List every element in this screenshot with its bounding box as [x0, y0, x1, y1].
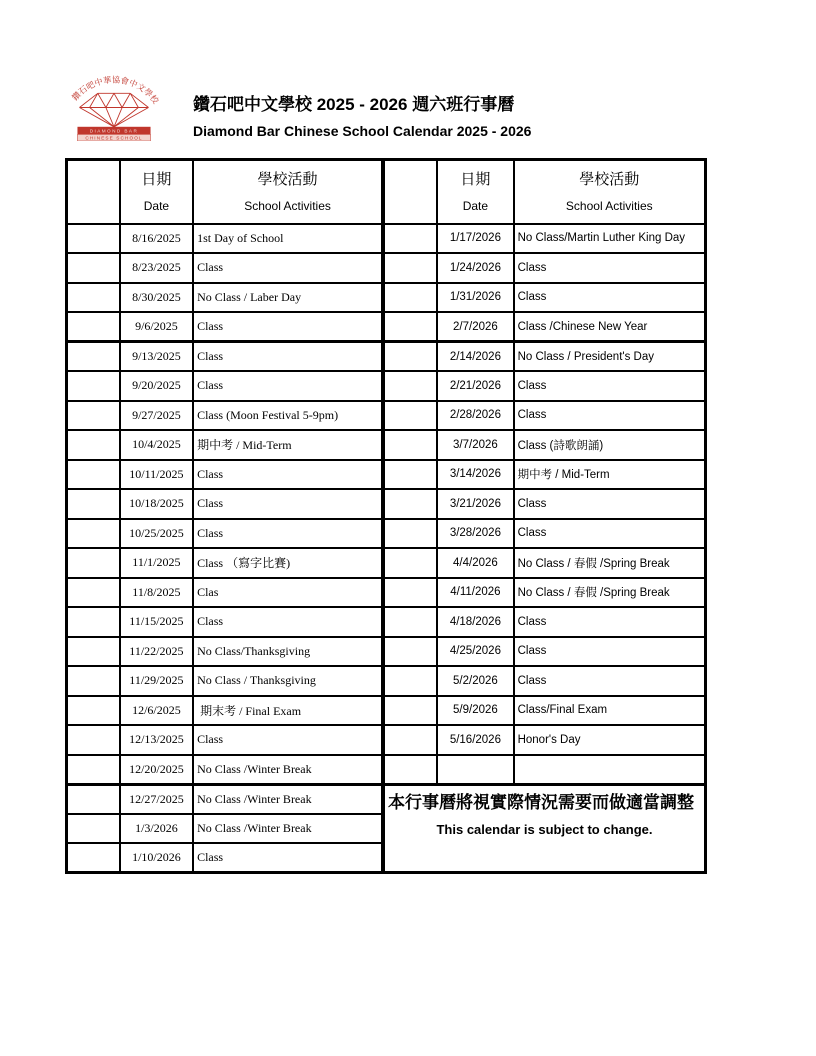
- calendar-table-spring: [383, 158, 707, 874]
- row-date: 12/13/2025: [120, 725, 193, 755]
- row-blank-cell: [67, 342, 120, 372]
- note-row: [384, 784, 706, 873]
- row-blank-cell: [384, 725, 437, 755]
- row-blank-cell: [384, 312, 437, 342]
- row-activity: Class /Chinese New Year: [514, 312, 706, 342]
- row-blank-cell: [384, 430, 437, 460]
- calendar-table-fall: [65, 158, 383, 874]
- row-date: 10/4/2025: [120, 430, 193, 460]
- row-activity: Class: [514, 401, 706, 431]
- row-activity: Class: [514, 519, 706, 549]
- row-date: 10/11/2025: [120, 460, 193, 490]
- table-row: [67, 401, 383, 431]
- row-activity: Class: [193, 607, 382, 637]
- row-blank-cell: [384, 666, 437, 696]
- header-activities-cell: [514, 160, 706, 224]
- logo-banner: [77, 127, 150, 141]
- row-blank-cell: [384, 460, 437, 490]
- row-activity: No Class/Martin Luther King Day: [514, 224, 706, 254]
- row-date: 9/20/2025: [120, 371, 193, 401]
- row-blank-cell: [67, 371, 120, 401]
- row-date: 11/15/2025: [120, 607, 193, 637]
- row-activity: No Class/Thanksgiving: [193, 637, 382, 667]
- table-row: [384, 696, 706, 726]
- row-date: 11/22/2025: [120, 637, 193, 667]
- row-activity: Honor's Day: [514, 725, 706, 755]
- table-row: [384, 578, 706, 608]
- header-row: [384, 160, 706, 224]
- row-blank-cell: [67, 578, 120, 608]
- row-activity: Class: [514, 637, 706, 667]
- row-date: 8/23/2025: [120, 253, 193, 283]
- row-date: 9/27/2025: [120, 401, 193, 431]
- table-row: [67, 224, 383, 254]
- row-activity: 期中考 / Mid-Term: [514, 460, 706, 490]
- row-date: 4/11/2026: [437, 578, 513, 608]
- row-date: 4/18/2026: [437, 607, 513, 637]
- row-date: 11/8/2025: [120, 578, 193, 608]
- diamond-logo-graphic: [63, 73, 165, 141]
- row-blank-cell: [67, 607, 120, 637]
- table-row: [384, 342, 706, 372]
- logo-arc-text: 鑽石吧中華協會中文學校: [70, 75, 161, 106]
- row-activity: No Class / President's Day: [514, 342, 706, 372]
- table-row: [384, 519, 706, 549]
- row-activity: Class: [514, 666, 706, 696]
- row-blank-cell: [67, 637, 120, 667]
- table-row: [67, 755, 383, 785]
- table-row: [384, 489, 706, 519]
- row-blank-cell: [67, 725, 120, 755]
- row-blank-cell: [67, 401, 120, 431]
- row-date: 8/30/2025: [120, 283, 193, 313]
- table-row: [67, 578, 383, 608]
- row-blank-cell: [67, 430, 120, 460]
- row-activity: [514, 755, 706, 785]
- row-blank-cell: [384, 253, 437, 283]
- row-blank-cell: [384, 755, 437, 785]
- table-row: [67, 607, 383, 637]
- row-date: 9/6/2025: [120, 312, 193, 342]
- row-blank-cell: [384, 489, 437, 519]
- table-row: [67, 253, 383, 283]
- row-blank-cell: [384, 283, 437, 313]
- row-blank-cell: [67, 224, 120, 254]
- table-row: [384, 401, 706, 431]
- logo-banner-line1: DIAMOND BAR: [89, 128, 139, 134]
- logo-banner-line2: CHINESE SCHOOL: [85, 135, 143, 141]
- row-blank-cell: [384, 696, 437, 726]
- row-activity: No Class / 春假 /Spring Break: [514, 578, 706, 608]
- row-date: 2/21/2026: [437, 371, 513, 401]
- table-row: [67, 342, 383, 372]
- row-date: 10/25/2025: [120, 519, 193, 549]
- row-blank-cell: [67, 548, 120, 578]
- row-blank-cell: [384, 224, 437, 254]
- row-date: 12/27/2025: [120, 784, 193, 814]
- table-row: [67, 519, 383, 549]
- row-blank-cell: [67, 253, 120, 283]
- table-row: [67, 489, 383, 519]
- row-activity: 期末考 / Final Exam: [193, 696, 382, 726]
- table-row: [384, 371, 706, 401]
- table-row: [384, 253, 706, 283]
- row-date: 11/1/2025: [120, 548, 193, 578]
- row-activity: Class （寫字比賽): [193, 548, 382, 578]
- calendar-tables: [65, 158, 707, 874]
- row-activity: Class/Final Exam: [514, 696, 706, 726]
- row-date: 8/16/2025: [120, 224, 193, 254]
- row-blank-cell: [67, 489, 120, 519]
- header-row: [67, 160, 383, 224]
- row-blank-cell: [384, 342, 437, 372]
- row-date: 3/7/2026: [437, 430, 513, 460]
- table-row: [67, 814, 383, 844]
- row-activity: Class: [514, 371, 706, 401]
- row-blank-cell: [384, 607, 437, 637]
- row-date: 2/7/2026: [437, 312, 513, 342]
- row-activity: 1st Day of School: [193, 224, 382, 254]
- row-blank-cell: [67, 460, 120, 490]
- row-activity: Class (Moon Festival 5-9pm): [193, 401, 382, 431]
- table-row: [384, 283, 706, 313]
- row-date: 2/14/2026: [437, 342, 513, 372]
- row-activity: Class: [193, 253, 382, 283]
- table-row: [384, 430, 706, 460]
- row-blank-cell: [67, 843, 120, 873]
- table-row: [67, 784, 383, 814]
- row-activity: Class: [514, 607, 706, 637]
- page-title-chinese: 鑽石吧中文學校 2025 - 2026 週六班行事曆: [193, 95, 515, 114]
- row-blank-cell: [67, 755, 120, 785]
- row-activity: Class: [193, 519, 382, 549]
- table-row: [67, 696, 383, 726]
- table-row: [67, 430, 383, 460]
- row-blank-cell: [67, 519, 120, 549]
- row-date: 1/17/2026: [437, 224, 513, 254]
- row-activity: No Class /Winter Break: [193, 814, 382, 844]
- row-date: [437, 755, 513, 785]
- row-date: 5/16/2026: [437, 725, 513, 755]
- row-blank-cell: [67, 312, 120, 342]
- row-activity: Class: [193, 489, 382, 519]
- document-titles: [193, 94, 531, 139]
- row-date: 2/28/2026: [437, 401, 513, 431]
- table-row: [67, 460, 383, 490]
- row-date: 3/28/2026: [437, 519, 513, 549]
- row-date: 10/18/2025: [120, 489, 193, 519]
- row-date: 11/29/2025: [120, 666, 193, 696]
- row-activity: Class: [193, 843, 382, 873]
- table-row: [384, 460, 706, 490]
- school-logo: [63, 73, 165, 141]
- table-row: [384, 548, 706, 578]
- row-activity: 期中考 / Mid-Term: [193, 430, 382, 460]
- table-row: [67, 725, 383, 755]
- date-header-english: Date: [143, 198, 170, 213]
- row-blank-cell: [384, 548, 437, 578]
- activities-header-chinese: 學校活動: [257, 170, 318, 188]
- row-blank-cell: [384, 401, 437, 431]
- table-row: [384, 224, 706, 254]
- row-activity: No Class / Thanksgiving: [193, 666, 382, 696]
- row-activity: Class: [514, 489, 706, 519]
- row-date: 3/21/2026: [437, 489, 513, 519]
- table-row: [67, 283, 383, 313]
- header-blank-cell: [67, 160, 120, 224]
- table-row: [67, 666, 383, 696]
- row-blank-cell: [384, 519, 437, 549]
- row-date: 12/6/2025: [120, 696, 193, 726]
- date-header-english: Date: [462, 198, 489, 213]
- row-activity: Class: [193, 342, 382, 372]
- diamond-icon: [79, 93, 148, 126]
- row-blank-cell: [67, 784, 120, 814]
- table-row: [67, 312, 383, 342]
- row-date: 5/2/2026: [437, 666, 513, 696]
- table-row: [67, 637, 383, 667]
- header-date-cell: [120, 160, 193, 224]
- table-row: [384, 607, 706, 637]
- row-activity: No Class / 春假 /Spring Break: [514, 548, 706, 578]
- row-blank-cell: [67, 666, 120, 696]
- row-date: 9/13/2025: [120, 342, 193, 372]
- row-date: 1/10/2026: [120, 843, 193, 873]
- page-title-english: Diamond Bar Chinese School Calendar 2025 - 2026: [193, 123, 532, 140]
- row-date: 1/31/2026: [437, 283, 513, 313]
- row-activity: Class: [193, 460, 382, 490]
- row-date: 4/4/2026: [437, 548, 513, 578]
- row-date: 1/3/2026: [120, 814, 193, 844]
- row-activity: Class: [193, 371, 382, 401]
- date-header-chinese: 日期: [460, 170, 491, 188]
- change-notice-cell: [384, 784, 706, 873]
- activities-header-chinese: 學校活動: [579, 170, 640, 188]
- table-row: [384, 666, 706, 696]
- row-activity: Class (詩歌朗誦): [514, 430, 706, 460]
- table-row: [67, 371, 383, 401]
- row-activity: No Class /Winter Break: [193, 784, 382, 814]
- table-row: [67, 843, 383, 873]
- header-activities-cell: [193, 160, 382, 224]
- row-date: 1/24/2026: [437, 253, 513, 283]
- row-blank-cell: [384, 578, 437, 608]
- row-blank-cell: [67, 696, 120, 726]
- row-date: 4/25/2026: [437, 637, 513, 667]
- table-row: [384, 637, 706, 667]
- row-blank-cell: [384, 371, 437, 401]
- row-blank-cell: [384, 637, 437, 667]
- row-activity: No Class /Winter Break: [193, 755, 382, 785]
- change-notice-chinese: 本行事曆將視實際情況需要而做適當調整: [388, 792, 694, 812]
- row-activity: Class: [193, 725, 382, 755]
- table-row: [384, 755, 706, 785]
- row-activity: Class: [514, 253, 706, 283]
- change-notice-english: This calendar is subject to change.: [436, 822, 653, 838]
- header-date-cell: [437, 160, 513, 224]
- header-blank-cell: [384, 160, 437, 224]
- date-header-chinese: 日期: [141, 170, 172, 188]
- table-row: [67, 548, 383, 578]
- row-blank-cell: [67, 283, 120, 313]
- row-activity: Class: [193, 312, 382, 342]
- row-activity: Class: [514, 283, 706, 313]
- row-date: 5/9/2026: [437, 696, 513, 726]
- row-activity: No Class / Laber Day: [193, 283, 382, 313]
- row-activity: Clas: [193, 578, 382, 608]
- activities-header-english: School Activities: [244, 198, 331, 213]
- table-row: [384, 312, 706, 342]
- row-blank-cell: [67, 814, 120, 844]
- row-date: 12/20/2025: [120, 755, 193, 785]
- table-row: [384, 725, 706, 755]
- activities-header-english: School Activities: [565, 198, 653, 213]
- row-date: 3/14/2026: [437, 460, 513, 490]
